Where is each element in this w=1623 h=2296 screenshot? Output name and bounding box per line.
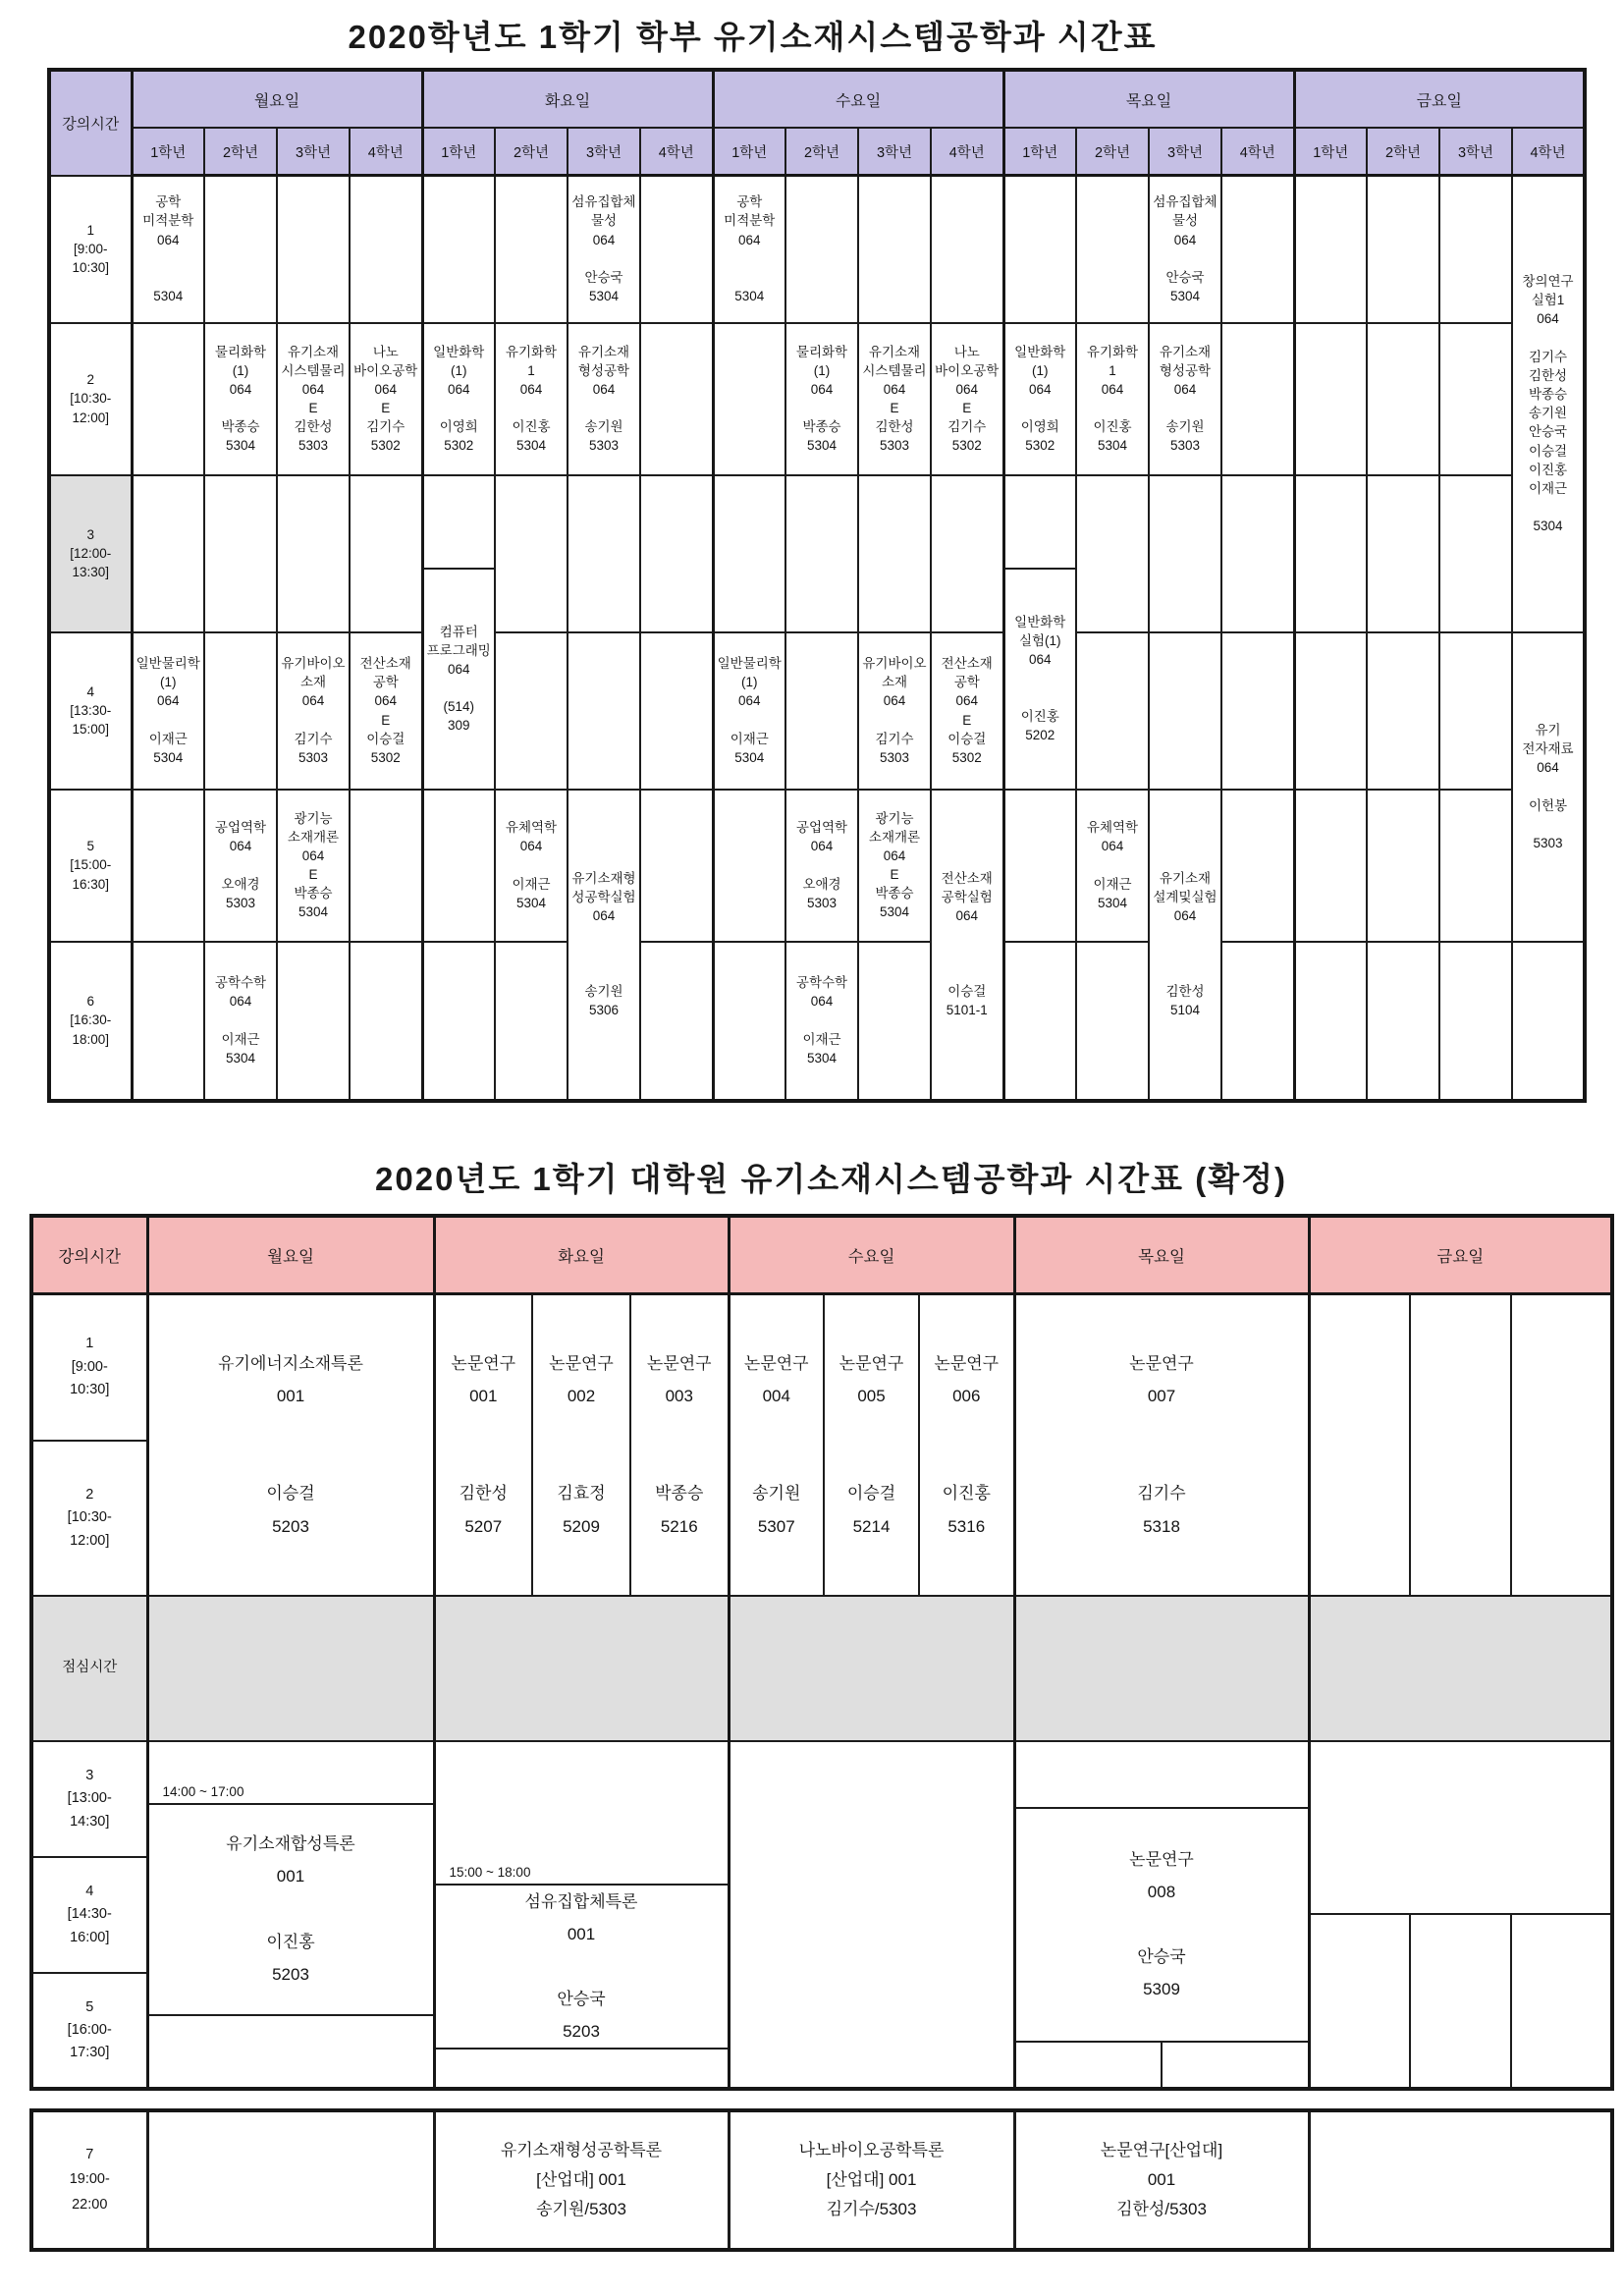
period-label: 4 [13:30- 15:00] xyxy=(49,632,132,790)
course-cell: 논문연구[산업대] 001 김한성/5303 xyxy=(1014,2110,1309,2250)
afternoon-cell-layout xyxy=(436,1743,728,2087)
afternoon-cell-layout xyxy=(1016,1743,1308,2087)
course-cell: 컴퓨터 프로그래밍 064 (514) 309 xyxy=(422,569,495,790)
grade-header: 2학년 xyxy=(495,128,568,176)
timetable-row xyxy=(49,475,1585,569)
empty-cell xyxy=(1512,942,1585,1101)
empty-cell xyxy=(1367,790,1439,942)
afternoon-cell-main xyxy=(1311,1915,1611,2087)
period-label: 4 [14:30- 16:00] xyxy=(31,1857,147,1973)
grade-header: 3학년 xyxy=(1149,128,1221,176)
empty-cell xyxy=(204,632,277,790)
empty-cell xyxy=(1439,176,1512,323)
empty-cell xyxy=(1076,632,1149,790)
empty-cell xyxy=(713,942,785,1101)
empty-cell xyxy=(495,942,568,1101)
afternoon-cell-main: 섬유집합체특론 001 안승국 5203 xyxy=(524,1891,638,2042)
course-cell: 창의연구 실험1 064 김기수 김한성 박종승 송기원 안승국 이승걸 이진홍 이재근 5304 xyxy=(1512,176,1585,632)
course-cell xyxy=(147,1741,434,2089)
course-cell: 일반화학 실험(1) 064 이진홍 5202 xyxy=(1003,569,1076,790)
grade-header: 1학년 xyxy=(132,128,204,176)
course-cell: 논문연구 007 김기수 5318 xyxy=(1014,1293,1309,1596)
empty-cell xyxy=(350,176,422,323)
course-cell: 광기능 소재개론 064 E 박종승 5304 xyxy=(858,790,931,942)
grade-header: 4학년 xyxy=(350,128,422,176)
empty-cell xyxy=(1367,176,1439,323)
grade-header: 1학년 xyxy=(1294,128,1367,176)
empty-subcell xyxy=(1409,1915,1510,2087)
timetable-row xyxy=(31,2110,1612,2250)
course-cell: 물리화학 (1) 064 박종승 5304 xyxy=(204,323,277,475)
grade-header: 4학년 xyxy=(931,128,1003,176)
empty-cell xyxy=(1076,942,1149,1101)
empty-cell xyxy=(640,632,713,790)
undergrad-table xyxy=(47,68,1587,1103)
empty-cell xyxy=(1439,632,1512,790)
graduate-timetable xyxy=(0,1214,1623,2092)
time-range-note xyxy=(1016,1743,1308,1809)
course-cell: 공업역학 064 오애경 5303 xyxy=(204,790,277,942)
empty-cell xyxy=(1309,1741,1612,2089)
day-header: 목요일 xyxy=(1014,1216,1309,1294)
empty-cell xyxy=(204,176,277,323)
period-label: 1 [9:00- 10:30] xyxy=(31,1293,147,1441)
day-header: 수요일 xyxy=(729,1216,1014,1294)
course-cell: 전산소재 공학 064 E 이승걸 5302 xyxy=(350,632,422,790)
period-label: 6 [16:30- 18:00] xyxy=(49,942,132,1101)
time-range-note xyxy=(1311,1743,1611,1915)
grade-header: 1학년 xyxy=(1003,128,1076,176)
time-header: 강의시간 xyxy=(31,1216,147,1294)
empty-cell xyxy=(1309,1293,1410,1596)
course-cell: 유기소재 시스템물리 064 E 김한성 5303 xyxy=(277,323,350,475)
empty-cell xyxy=(1149,632,1221,790)
afternoon-cell-main: 유기소재합성특론 001 이진홍 5203 xyxy=(226,1834,355,1984)
course-cell: 공학수학 064 이재근 5304 xyxy=(785,942,858,1101)
time-range-note: 15:00 ~ 18:00 xyxy=(436,1743,728,1886)
afternoon-cell-main: 논문연구 008 안승국 5309 xyxy=(1129,1849,1194,1999)
empty-cell xyxy=(713,790,785,942)
empty-cell xyxy=(785,475,858,632)
empty-cell xyxy=(1309,2110,1612,2250)
empty-cell xyxy=(495,176,568,323)
day-header: 수요일 xyxy=(713,70,1003,128)
empty-cell xyxy=(132,475,204,632)
lunch-cell xyxy=(434,1596,729,1741)
empty-cell xyxy=(1003,176,1076,323)
empty-cell xyxy=(132,323,204,475)
empty-cell xyxy=(1221,323,1294,475)
empty-cell xyxy=(1221,632,1294,790)
course-cell: 논문연구 005 이승걸 5214 xyxy=(824,1293,919,1596)
period-label: 5 [16:00- 17:30] xyxy=(31,1973,147,2089)
course-cell: 섬유집합체 물성 064 안승국 5304 xyxy=(568,176,640,323)
lunch-cell xyxy=(147,1596,434,1741)
course-cell: 일반물리학 (1) 064 이재근 5304 xyxy=(713,632,785,790)
course-cell: 논문연구 003 박종승 5216 xyxy=(630,1293,729,1596)
empty-cell xyxy=(1076,475,1149,632)
course-cell: 공업역학 064 오애경 5303 xyxy=(785,790,858,942)
lunch-cell xyxy=(1309,1596,1612,1741)
undergrad-timetable xyxy=(0,68,1623,1103)
empty-cell xyxy=(713,323,785,475)
empty-cell xyxy=(785,632,858,790)
empty-cell xyxy=(1003,942,1076,1101)
course-cell: 유기바이오 소재 064 김기수 5303 xyxy=(858,632,931,790)
empty-subcell xyxy=(436,2050,728,2089)
evening-timetable xyxy=(0,2108,1623,2252)
course-cell: 유기소재 형성공학 064 송기원 5303 xyxy=(1149,323,1221,475)
empty-cell xyxy=(1367,475,1439,632)
course-cell: 일반화학 (1) 064 이영희 5302 xyxy=(1003,323,1076,475)
empty-cell xyxy=(132,790,204,942)
period-label: 2 [10:30- 12:00] xyxy=(49,323,132,475)
timetable-row xyxy=(49,632,1585,790)
empty-cell xyxy=(495,632,568,790)
empty-cell xyxy=(422,475,495,569)
empty-cell xyxy=(1439,475,1512,632)
empty-cell xyxy=(1367,632,1439,790)
empty-cell xyxy=(422,790,495,942)
course-cell: 전산소재 공학실험 064 이승걸 5101-1 xyxy=(931,790,1003,1101)
time-range-note: 14:00 ~ 17:00 xyxy=(149,1743,433,1805)
period-label: 2 [10:30- 12:00] xyxy=(31,1441,147,1596)
grade-header: 4학년 xyxy=(1512,128,1585,176)
empty-cell xyxy=(1294,176,1367,323)
empty-cell xyxy=(568,632,640,790)
timetable-row xyxy=(49,790,1585,942)
empty-cell xyxy=(422,942,495,1101)
timetable-row xyxy=(49,942,1585,1101)
empty-cell xyxy=(640,323,713,475)
course-cell: 유기바이오 소재 064 김기수 5303 xyxy=(277,632,350,790)
day-header: 월요일 xyxy=(147,1216,434,1294)
empty-cell xyxy=(277,942,350,1101)
period-label: 7 19:00- 22:00 xyxy=(31,2110,147,2250)
afternoon-cell-bottom xyxy=(436,2048,728,2089)
course-cell: 나노 바이오공학 064 E 김기수 5302 xyxy=(931,323,1003,475)
course-cell: 나노 바이오공학 064 E 김기수 5302 xyxy=(350,323,422,475)
empty-cell xyxy=(858,942,931,1101)
grade-header: 2학년 xyxy=(1367,128,1439,176)
course-cell: 유기소재 형성공학 064 송기원 5303 xyxy=(568,323,640,475)
grade-header: 3학년 xyxy=(568,128,640,176)
course-cell: 유기화학 1 064 이진홍 5304 xyxy=(1076,323,1149,475)
grade-header: 2학년 xyxy=(204,128,277,176)
empty-cell xyxy=(132,942,204,1101)
timetable-row xyxy=(31,1741,1612,1857)
empty-cell xyxy=(568,475,640,632)
course-cell: 유기 전자재료 064 이헌봉 5303 xyxy=(1512,632,1585,942)
empty-subcell xyxy=(1161,2043,1308,2087)
afternoon-cell-layout xyxy=(149,1743,433,2087)
empty-cell xyxy=(1149,475,1221,632)
grade-header: 4학년 xyxy=(1221,128,1294,176)
empty-cell xyxy=(495,475,568,632)
grade-header: 2학년 xyxy=(785,128,858,176)
empty-cell xyxy=(350,942,422,1101)
grade-header-row xyxy=(49,128,1585,176)
afternoon-cell-bottom xyxy=(1016,2041,1308,2087)
graduate-table xyxy=(29,1214,1614,2092)
empty-cell xyxy=(1221,475,1294,632)
course-cell: 유기소재 설계및실험 064 김한성 5104 xyxy=(1149,790,1221,1101)
course-cell xyxy=(1014,1741,1309,2089)
course-cell: 유기에너지소재특론 001 이승걸 5203 xyxy=(147,1293,434,1596)
grade-header: 3학년 xyxy=(1439,128,1512,176)
course-cell: 유기소재형성공학특론 [산업대] 001 송기원/5303 xyxy=(434,2110,729,2250)
empty-cell xyxy=(1511,1293,1612,1596)
empty-cell xyxy=(713,475,785,632)
day-header: 금요일 xyxy=(1294,70,1585,128)
header-row xyxy=(49,70,1585,128)
empty-cell xyxy=(1439,323,1512,475)
empty-cell xyxy=(1076,176,1149,323)
empty-subcell xyxy=(1510,1915,1611,2087)
empty-subcell xyxy=(1016,2043,1162,2087)
empty-cell xyxy=(1221,176,1294,323)
empty-cell xyxy=(1294,475,1367,632)
evening-table xyxy=(29,2108,1614,2252)
afternoon-cell-layout xyxy=(1311,1743,1611,2087)
course-cell: 유체역학 064 이재근 5304 xyxy=(1076,790,1149,942)
timetable-row xyxy=(31,1293,1612,1441)
course-cell: 나노바이오공학특론 [산업대] 001 김기수/5303 xyxy=(729,2110,1014,2250)
grade-header: 1학년 xyxy=(713,128,785,176)
empty-cell xyxy=(640,942,713,1101)
empty-cell xyxy=(1410,1293,1511,1596)
course-cell: 물리화학 (1) 064 박종승 5304 xyxy=(785,323,858,475)
empty-cell xyxy=(1367,942,1439,1101)
course-cell: 공학수학 064 이재근 5304 xyxy=(204,942,277,1101)
period-label: 5 [15:00- 16:30] xyxy=(49,790,132,942)
empty-subcell xyxy=(149,2016,433,2087)
empty-cell xyxy=(1221,790,1294,942)
course-cell: 논문연구 002 김효정 5209 xyxy=(532,1293,630,1596)
course-cell: 유체역학 064 이재근 5304 xyxy=(495,790,568,942)
empty-cell xyxy=(1294,942,1367,1101)
period-label: 3 [13:00- 14:30] xyxy=(31,1741,147,1857)
empty-cell xyxy=(1221,942,1294,1101)
afternoon-cell-bottom xyxy=(149,2014,433,2087)
course-cell: 유기소재형 성공학실험 064 송기원 5306 xyxy=(568,790,640,1101)
grade-header: 1학년 xyxy=(422,128,495,176)
empty-cell xyxy=(640,790,713,942)
course-cell: 섬유집합체 물성 064 안승국 5304 xyxy=(1149,176,1221,323)
grade-header: 3학년 xyxy=(277,128,350,176)
period-label: 1 [9:00- 10:30] xyxy=(49,176,132,323)
day-header: 월요일 xyxy=(132,70,422,128)
empty-cell xyxy=(858,176,931,323)
course-cell: 광기능 소재개론 064 E 박종승 5304 xyxy=(277,790,350,942)
empty-cell xyxy=(858,475,931,632)
grade-header: 4학년 xyxy=(640,128,713,176)
header-row xyxy=(31,1216,1612,1294)
grad-title: 2020년도 1학기 대학원 유기소재시스템공학과 시간표 (확정) xyxy=(375,1160,1287,1197)
empty-cell xyxy=(350,790,422,942)
empty-cell xyxy=(785,176,858,323)
day-header: 화요일 xyxy=(434,1216,729,1294)
empty-cell xyxy=(640,176,713,323)
course-cell: 전산소재 공학 064 E 이승걸 5302 xyxy=(931,632,1003,790)
empty-cell xyxy=(422,176,495,323)
empty-cell xyxy=(1294,323,1367,475)
course-cell: 공학 미적분학 064 5304 xyxy=(713,176,785,323)
timetable-row xyxy=(49,323,1585,475)
undergrad-title: 2020학년도 1학기 학부 유기소재시스템공학과 시간표 xyxy=(348,19,1158,55)
empty-cell xyxy=(1439,790,1512,942)
course-cell: 일반물리학 (1) 064 이재근 5304 xyxy=(132,632,204,790)
empty-cell xyxy=(931,176,1003,323)
grade-header: 3학년 xyxy=(858,128,931,176)
course-cell: 논문연구 001 김한성 5207 xyxy=(434,1293,532,1596)
course-cell: 논문연구 004 송기원 5307 xyxy=(729,1293,824,1596)
empty-cell xyxy=(1003,475,1076,569)
empty-cell xyxy=(147,2110,434,2250)
empty-subcell xyxy=(1311,1915,1410,2087)
period-label: 3 [12:00- 13:30] xyxy=(49,475,132,632)
grade-header: 2학년 xyxy=(1076,128,1149,176)
empty-cell xyxy=(277,176,350,323)
empty-cell xyxy=(729,1741,1014,2089)
course-cell: 유기화학 1 064 이진홍 5304 xyxy=(495,323,568,475)
time-header: 강의시간 xyxy=(49,70,132,176)
empty-cell xyxy=(1294,632,1367,790)
empty-cell xyxy=(204,475,277,632)
day-header: 금요일 xyxy=(1309,1216,1612,1294)
empty-cell xyxy=(350,475,422,632)
empty-cell xyxy=(1003,790,1076,942)
course-cell: 유기소재 시스템물리 064 E 김한성 5303 xyxy=(858,323,931,475)
timetable-row xyxy=(49,176,1585,323)
course-cell xyxy=(434,1741,729,2089)
empty-cell xyxy=(640,475,713,632)
lunch-cell xyxy=(1014,1596,1309,1741)
empty-cell xyxy=(277,475,350,632)
day-header: 화요일 xyxy=(422,70,713,128)
course-cell: 논문연구 006 이진홍 5316 xyxy=(919,1293,1014,1596)
empty-cell xyxy=(1294,790,1367,942)
lunch-cell xyxy=(729,1596,1014,1741)
lunch-label: 점심시간 xyxy=(31,1596,147,1741)
course-cell: 일반화학 (1) 064 이영희 5302 xyxy=(422,323,495,475)
course-cell: 공학 미적분학 064 5304 xyxy=(132,176,204,323)
day-header: 목요일 xyxy=(1003,70,1294,128)
empty-cell xyxy=(1439,942,1512,1101)
lunch-row xyxy=(31,1596,1612,1741)
empty-cell xyxy=(1367,323,1439,475)
empty-cell xyxy=(931,475,1003,632)
